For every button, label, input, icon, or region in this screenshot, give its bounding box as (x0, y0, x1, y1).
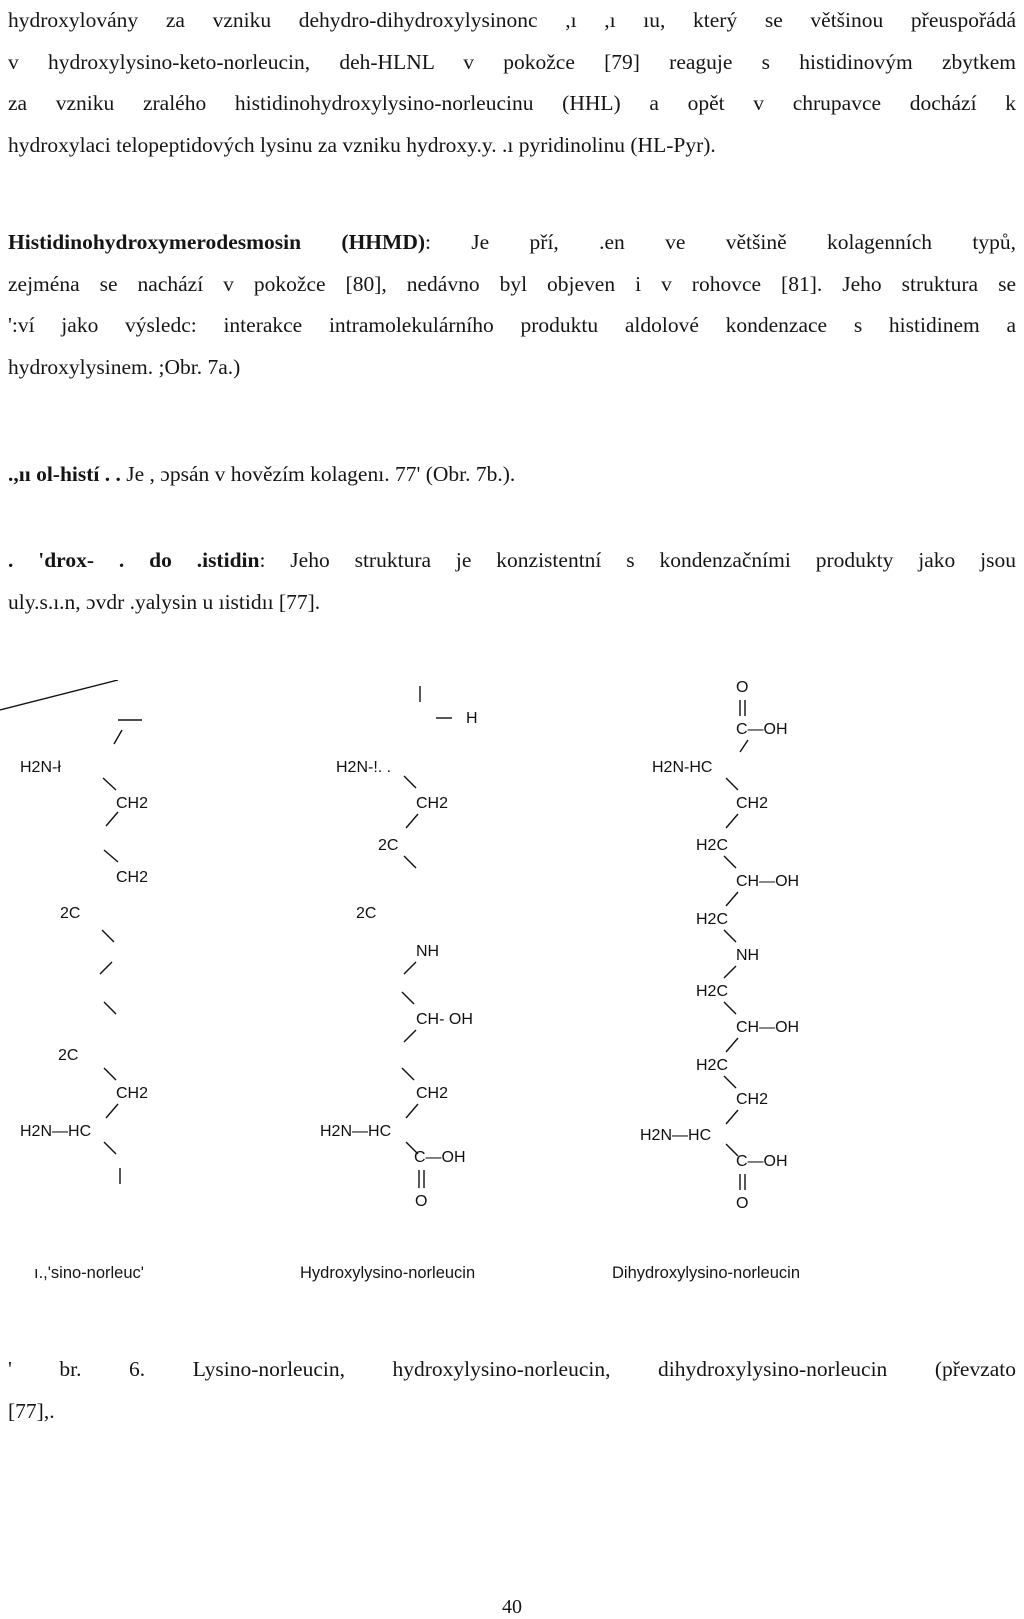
term-aldol-histidine: .,ıı ol-histí . . (8, 462, 121, 486)
paragraph-line: zejména se nachází v pokožce [80], nedávno byl objeven i v rohovce [81]. Jeho struktura se (8, 271, 1016, 296)
bond (724, 966, 736, 978)
h2nhc-group: H2N—HC (320, 1123, 392, 1140)
h2n-group: H2N-ł (20, 759, 61, 776)
term-hhmd: Histidinohydroxymerodesmosin (HHMD) (8, 230, 425, 254)
h2nhc-group: H2N-HC (652, 759, 713, 776)
paragraph-line: uly.s.ı.n, ɔvdr .yalysin u ıistidıı [77]. (8, 589, 321, 614)
paragraph-hhmd (8, 222, 1016, 388)
ch2-group: CH2 (416, 795, 449, 812)
bond (102, 930, 114, 942)
structure-lysino-norleucin (0, 680, 280, 1220)
bond (404, 776, 416, 788)
bond (724, 1002, 736, 1014)
bond (404, 962, 416, 974)
paragraph-text: : Je pří, .en ve většině kolagenních typů, (425, 230, 1016, 254)
ch2-group: CH2 (736, 1091, 769, 1108)
ch2-group: CH2 (116, 1085, 149, 1102)
ch2-group: CH2 (116, 869, 149, 886)
h-atom: H (466, 710, 478, 727)
bond (104, 1068, 116, 1080)
figure-caption (8, 1348, 1016, 1432)
bond (104, 1142, 116, 1154)
paragraph-1 (8, 0, 1016, 166)
caption-hydroxylysino-norleucin: Hydroxylysino-norleucin (300, 1264, 476, 1282)
paragraph-line: za vzniku zralého histidinohydroxylysino-norleucinu (HHL) a opět v chrupavce dochází k (8, 91, 1016, 115)
bond (104, 850, 118, 862)
h2n-group: H2N-!. . (336, 759, 392, 776)
h2c-group: 2C (58, 1047, 79, 1064)
cooh-group: C—OH (736, 721, 788, 738)
bond (724, 856, 736, 868)
h2c-group: H2C (696, 911, 729, 928)
bond (104, 1002, 116, 1014)
bond (726, 778, 738, 790)
h2c-group: 2C (378, 837, 399, 854)
bond (726, 1038, 738, 1052)
paragraph-line: v hydroxylysino-keto-norleucin, deh-HLNL v pokožce [79] reaguje s histidinovým zbytkem (8, 49, 1016, 74)
paragraph-line (8, 454, 1016, 496)
paragraph-aldol-histidine (8, 454, 1016, 496)
bond (726, 892, 738, 906)
h2c-group: 2C (356, 905, 377, 922)
caption-dihydroxylysino-norleucin: Dihydroxylysino-norleucin (612, 1264, 800, 1282)
bond (404, 856, 416, 868)
h2c-group: H2C (696, 1057, 729, 1074)
choh-group: CH- OH (416, 1011, 473, 1028)
cooh-group: C—OH (414, 1149, 466, 1166)
carbonyl-oxygen: O (415, 1193, 428, 1210)
figure-caption-line: ' br. 6. Lysino-norleucin, hydroxylysino-norleucin, dihydroxylysino-norleucin (převzato (8, 1357, 1016, 1381)
paragraph-line: hydroxylaci telopeptidových lysinu za vzniku hydroxy.y. .ı pyridinolinu (HL-Pyr). (8, 132, 716, 157)
cooh-group: C—OH (736, 1153, 788, 1170)
bond (740, 740, 748, 752)
paragraph-line (8, 222, 1016, 264)
bond (404, 1030, 416, 1042)
bond (406, 814, 418, 828)
choh-group: CH—OH (736, 873, 800, 890)
ch2-group: CH2 (736, 795, 769, 812)
bond (106, 812, 118, 826)
h2c-group: H2C (696, 983, 729, 1000)
bond (726, 1110, 738, 1124)
bond (402, 1068, 414, 1080)
bond (103, 778, 116, 790)
carbonyl-oxygen: O (736, 1195, 749, 1212)
h2nhc-group: H2N—HC (20, 1123, 92, 1140)
carbonyl-oxygen: O (736, 680, 749, 696)
ch2-group: CH2 (116, 795, 149, 812)
ch2-group: CH2 (416, 1085, 449, 1102)
caption-lysino-norleucin: ı.,'sino-norleuc' (34, 1264, 144, 1282)
h2c-group: H2C (696, 837, 729, 854)
bond (106, 1104, 118, 1118)
h2nhc-group: H2N—HC (640, 1127, 712, 1144)
structure-hydroxylysino-norleucin (320, 680, 580, 1220)
figure-caption-line: [77],. (8, 1399, 55, 1423)
bond (402, 992, 414, 1004)
paragraph-line: hydroxylysinem. ;Obr. 7a.) (8, 354, 241, 379)
bond (724, 930, 736, 942)
paragraph-hydroxyaldol-histidine (8, 540, 1016, 623)
bond (114, 730, 122, 744)
bond (726, 814, 738, 828)
page-number: 40 (502, 1596, 522, 1618)
bond (0, 680, 118, 710)
choh-group: CH—OH (736, 1019, 800, 1036)
h2c-group: 2C (60, 905, 81, 922)
paragraph-text: : Jeho struktura je konzistentní s kondenzačními produkty jako jsou (259, 548, 1016, 572)
paragraph-line: hydroxylovány za vzniku dehydro-dihydroxylysinonc ,ı ,ı ıu, který se většinou přeuspořádá (8, 8, 1016, 32)
paragraph-text: Je , ɔpsán v hovězím kolagenı. 77' (Obr. 7b.). (120, 462, 516, 486)
bond (406, 1104, 418, 1118)
nh-group: NH (416, 943, 440, 960)
paragraph-line (8, 540, 1016, 582)
bond (724, 1076, 736, 1088)
nh-group: NH (736, 947, 760, 964)
bond (100, 962, 112, 974)
paragraph-line: ':ví jako výsledc: interakce intramolekulárního produktu aldolové kondenzace s histidinem a (8, 313, 1016, 337)
structure-dihydroxylysino-norleucin (640, 680, 880, 1220)
term-hydroxyaldol-histidine: . 'drox- . do .istidin (8, 548, 260, 572)
